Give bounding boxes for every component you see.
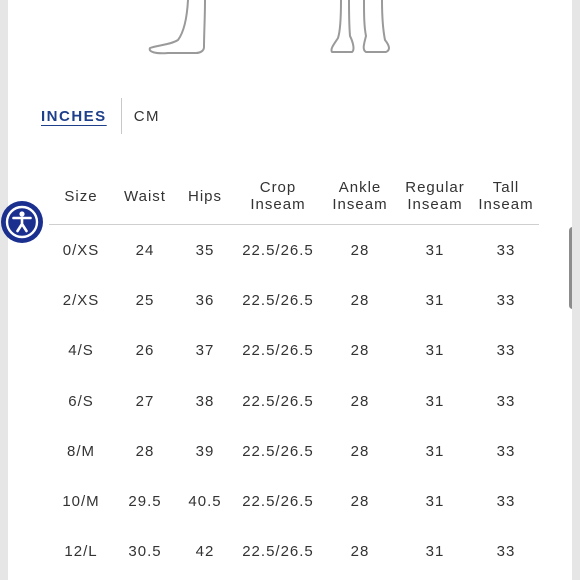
cell-waist: 26	[135, 342, 155, 360]
cell-size: 2/XS	[62, 291, 100, 309]
cell-ankle-inseam: 28	[350, 442, 370, 460]
cell-waist: 27	[135, 392, 155, 410]
accessibility-icon	[1, 201, 43, 243]
size-chart-table	[49, 168, 539, 577]
cell-crop-inseam: 22.5/26.5	[242, 241, 314, 259]
header-ankle-inseam: Ankle Inseam	[323, 168, 397, 225]
table-row	[49, 376, 539, 426]
leg-outline-left	[331, 0, 353, 52]
header-size: Size	[49, 168, 113, 225]
tab-cm[interactable]: CM	[133, 107, 161, 125]
cell-size: 0/XS	[62, 241, 100, 259]
cell-regular-inseam: 31	[425, 342, 445, 360]
cell-crop-inseam: 22.5/26.5	[242, 493, 314, 511]
cell-tall-inseam: 33	[496, 392, 516, 410]
cell-hips: 38	[195, 392, 215, 410]
cell-regular-inseam: 31	[425, 493, 445, 511]
cell-regular-inseam: 31	[425, 291, 445, 309]
table-row	[49, 326, 539, 376]
table-row	[49, 527, 539, 577]
cell-ankle-inseam: 28	[350, 543, 370, 561]
cell-size: 4/S	[68, 342, 94, 360]
unit-toggle	[41, 98, 160, 134]
cell-regular-inseam: 31	[425, 442, 445, 460]
cell-regular-inseam: 31	[425, 392, 445, 410]
accessibility-button[interactable]	[1, 201, 43, 243]
cell-tall-inseam: 33	[496, 342, 516, 360]
cell-waist: 28	[135, 442, 155, 460]
cell-ankle-inseam: 28	[350, 342, 370, 360]
cell-ankle-inseam: 28	[350, 241, 370, 259]
cell-crop-inseam: 22.5/26.5	[242, 442, 314, 460]
cell-crop-inseam: 22.5/26.5	[242, 291, 314, 309]
cell-waist: 29.5	[128, 493, 162, 511]
header-regular-inseam: Regular Inseam	[397, 168, 473, 225]
cell-hips: 36	[195, 291, 215, 309]
cell-hips: 39	[195, 442, 215, 460]
cell-ankle-inseam: 28	[350, 493, 370, 511]
cell-tall-inseam: 33	[496, 493, 516, 511]
leg-illustration	[8, 0, 572, 60]
cell-hips: 37	[195, 342, 215, 360]
table-row	[49, 275, 539, 325]
table-row	[49, 476, 539, 526]
cell-tall-inseam: 33	[496, 241, 516, 259]
cell-crop-inseam: 22.5/26.5	[242, 392, 314, 410]
header-tall-inseam: Tall Inseam	[473, 168, 539, 225]
table-header-row	[49, 168, 539, 225]
cell-regular-inseam: 31	[425, 241, 445, 259]
cell-crop-inseam: 22.5/26.5	[242, 543, 314, 561]
cell-waist: 30.5	[128, 543, 162, 561]
leg-outline-right	[364, 0, 389, 52]
unit-divider	[121, 98, 122, 134]
tab-inches[interactable]: INCHES	[41, 107, 107, 125]
foot-outline	[150, 0, 205, 53]
cell-waist: 24	[135, 241, 155, 259]
cell-hips: 42	[195, 543, 215, 561]
cell-tall-inseam: 33	[496, 543, 516, 561]
cell-size: 12/L	[64, 543, 98, 561]
cell-size: 10/M	[62, 493, 100, 511]
cell-crop-inseam: 22.5/26.5	[242, 342, 314, 360]
cell-waist: 25	[135, 291, 155, 309]
table-row	[49, 225, 539, 276]
header-crop-inseam: Crop Inseam	[233, 168, 323, 225]
scrollbar[interactable]	[565, 0, 572, 580]
cell-ankle-inseam: 28	[350, 392, 370, 410]
cell-ankle-inseam: 28	[350, 291, 370, 309]
cell-size: 8/M	[66, 442, 95, 460]
cell-tall-inseam: 33	[496, 291, 516, 309]
size-chart-panel	[8, 0, 572, 580]
table-row	[49, 426, 539, 476]
header-hips: Hips	[177, 168, 233, 225]
cell-hips: 40.5	[188, 493, 222, 511]
scrollbar-thumb[interactable]	[569, 227, 572, 309]
header-waist: Waist	[113, 168, 177, 225]
cell-tall-inseam: 33	[496, 442, 516, 460]
cell-size: 6/S	[68, 392, 94, 410]
cell-hips: 35	[195, 241, 215, 259]
cell-regular-inseam: 31	[425, 543, 445, 561]
